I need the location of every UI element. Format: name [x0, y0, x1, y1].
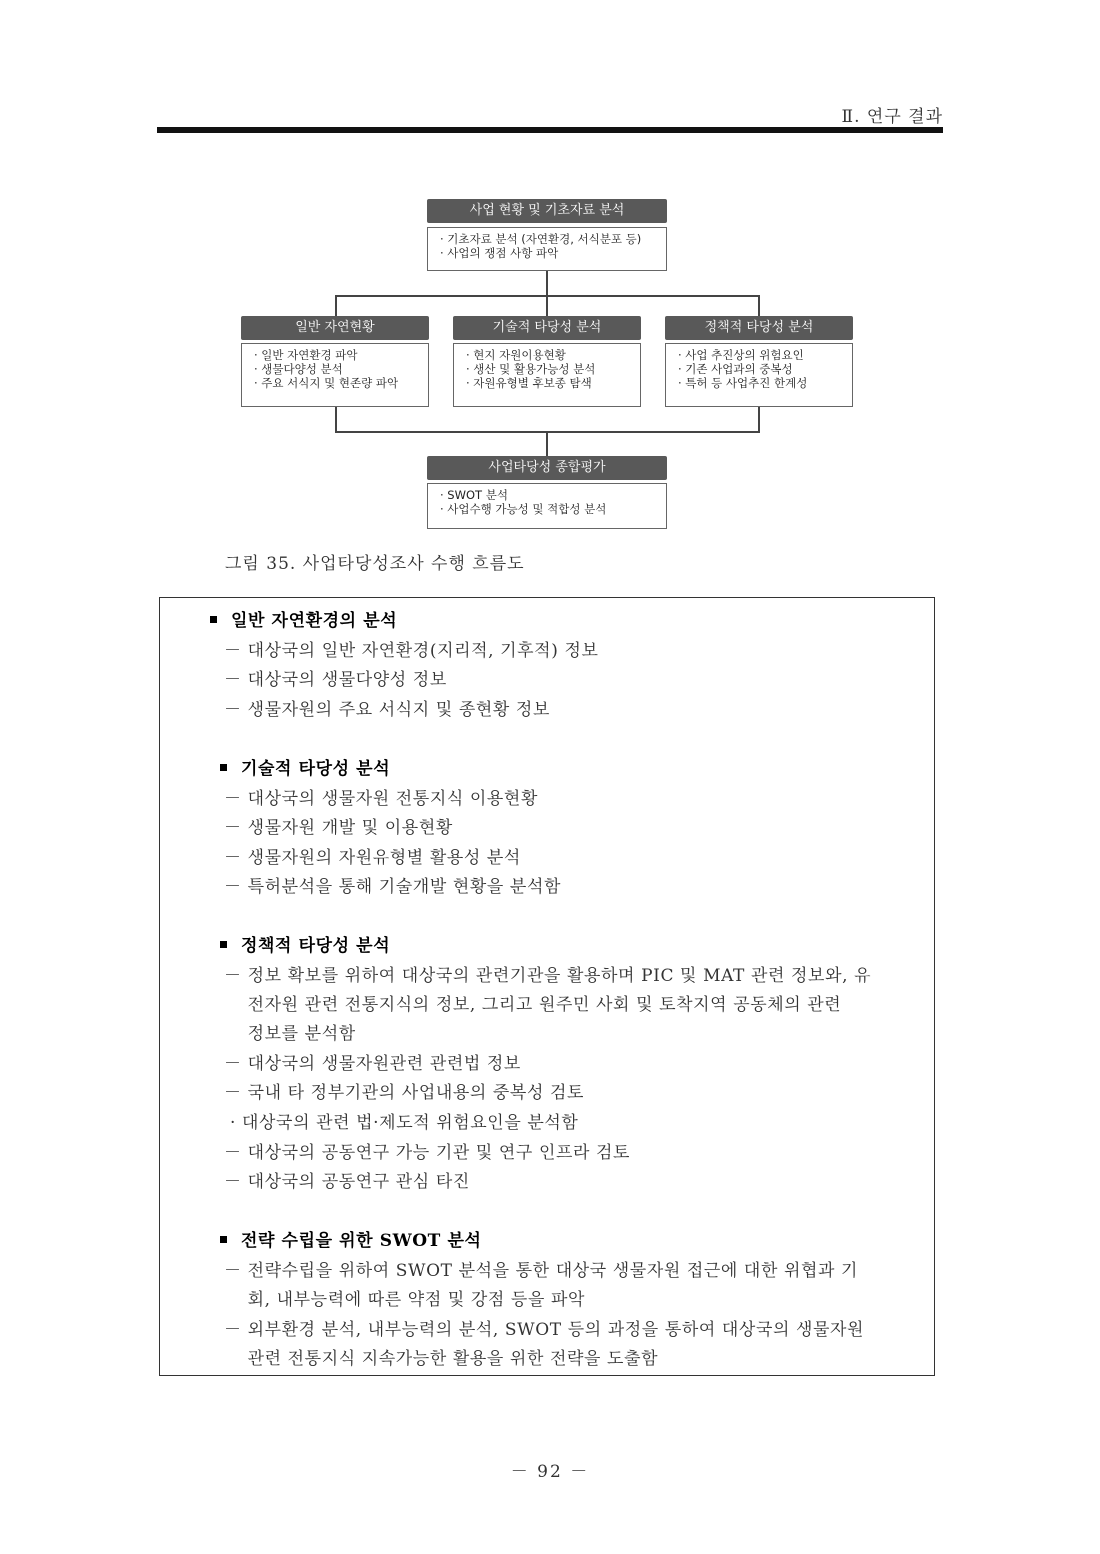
list-item: － 대상국의 공동연구 관심 타진	[224, 1172, 470, 1192]
list-item: － 정보 확보를 위하여 대상국의 관련기관을 활용하며 PIC 및 MAT 관련 정보와, 유	[224, 966, 872, 986]
flow-branch-item: · 일반 자연환경 파악	[254, 348, 358, 362]
list-item: － 대상국의 생물다양성 정보	[224, 670, 447, 690]
list-item: 전자원 관련 전통지식의 정보, 그리고 원주민 사회 및 토착지역 공동체의 관련	[224, 995, 842, 1015]
flow-top-title: 사업 현황 및 기초자료 분석	[427, 199, 667, 223]
square-bullet-icon	[210, 616, 217, 623]
list-item: － 외부환경 분석, 내부능력의 분석, SWOT 등의 과정을 통하여 대상국의 생물자원	[224, 1320, 865, 1340]
flow-branch-box	[453, 343, 641, 407]
figure-caption: 그림 35. 사업타당성조사 수행 흐름도	[225, 554, 525, 574]
square-bullet-icon	[220, 941, 227, 948]
list-item: － 특허분석을 통해 기술개발 현황을 분석함	[224, 877, 561, 897]
flow-top-box	[427, 227, 667, 271]
section-heading: 전략 수립을 위한 SWOT 분석	[220, 1226, 482, 1251]
connector-line	[546, 431, 548, 456]
section-heading: 일반 자연환경의 분석	[210, 606, 397, 631]
list-item: － 국내 타 정부기관의 사업내용의 중복성 검토	[224, 1083, 585, 1103]
flow-branch-item: · 생물다양성 분석	[254, 362, 343, 376]
connector-line	[335, 295, 337, 316]
flow-top-item: · 기초자료 분석 (자연환경, 서식분포 등)	[440, 232, 642, 246]
flow-bottom-item: · 사업수행 가능성 및 적합성 분석	[440, 502, 607, 516]
list-item: － 대상국의 공동연구 가능 기관 및 연구 인프라 검토	[224, 1143, 631, 1163]
flow-bottom-item: · SWOT 분석	[440, 488, 508, 502]
content-box	[159, 597, 935, 1376]
connector-line	[335, 431, 760, 433]
connector-line	[758, 407, 760, 431]
flow-bottom-title: 사업타당성 종합평가	[427, 456, 667, 480]
flow-branch-item: · 특허 등 사업추진 한계성	[678, 376, 808, 390]
flow-branch-item: · 자원유형별 후보종 탐색	[466, 376, 592, 390]
list-item: － 생물자원의 주요 서식지 및 종현황 정보	[224, 700, 550, 720]
flowchart	[0, 0, 1100, 540]
connector-line	[335, 295, 760, 297]
section-heading: 기술적 타당성 분석	[220, 754, 390, 779]
flow-branch-title: 정책적 타당성 분석	[665, 316, 853, 340]
square-bullet-icon	[220, 1236, 227, 1243]
flow-branch-item: · 사업 추진상의 위험요인	[678, 348, 804, 362]
list-item: － 대상국의 생물자원관련 관련법 정보	[224, 1054, 521, 1074]
flow-branch-title: 일반 자연현황	[241, 316, 429, 340]
flow-top-item: · 사업의 쟁점 사항 파악	[440, 246, 559, 260]
connector-line	[758, 295, 760, 316]
list-item: － 대상국의 생물자원 전통지식 이용현황	[224, 789, 538, 809]
list-item: － 전략수립을 위하여 SWOT 분석을 통한 대상국 생물자원 접근에 대한 위협과 기	[224, 1261, 859, 1281]
list-item: 관련 전통지식 지속가능한 활용을 위한 전략을 도출함	[224, 1349, 659, 1369]
flow-branch-box	[241, 343, 429, 407]
flow-branch-box	[665, 343, 853, 407]
connector-line	[335, 407, 337, 431]
connector-line	[546, 295, 548, 316]
section-heading: 정책적 타당성 분석	[220, 931, 390, 956]
page-number: － 92 －	[510, 1462, 590, 1482]
square-bullet-icon	[220, 764, 227, 771]
list-item: － 대상국의 일반 자연환경(지리적, 기후적) 정보	[224, 641, 599, 661]
flow-branch-item: · 기존 사업과의 중복성	[678, 362, 793, 376]
chapter-header: Ⅱ. 연구 결과	[841, 107, 943, 127]
flow-branch-title: 기술적 타당성 분석	[453, 316, 641, 340]
list-item: － 생물자원 개발 및 이용현황	[224, 818, 453, 838]
list-item: － 생물자원의 자원유형별 활용성 분석	[224, 848, 521, 868]
flow-branch-item: · 현지 자원이용현황	[466, 348, 566, 362]
list-item: 정보를 분석함	[224, 1024, 356, 1044]
list-item: 회, 내부능력에 따른 약점 및 강점 등을 파악	[224, 1290, 586, 1310]
flow-bottom-box	[427, 483, 667, 529]
connector-line	[546, 271, 548, 295]
flow-branch-item: · 생산 및 활용가능성 분석	[466, 362, 596, 376]
flow-branch-item: · 주요 서식지 및 현존량 파악	[254, 376, 399, 390]
list-item: · 대상국의 관련 법·제도적 위험요인을 분석함	[230, 1113, 579, 1133]
